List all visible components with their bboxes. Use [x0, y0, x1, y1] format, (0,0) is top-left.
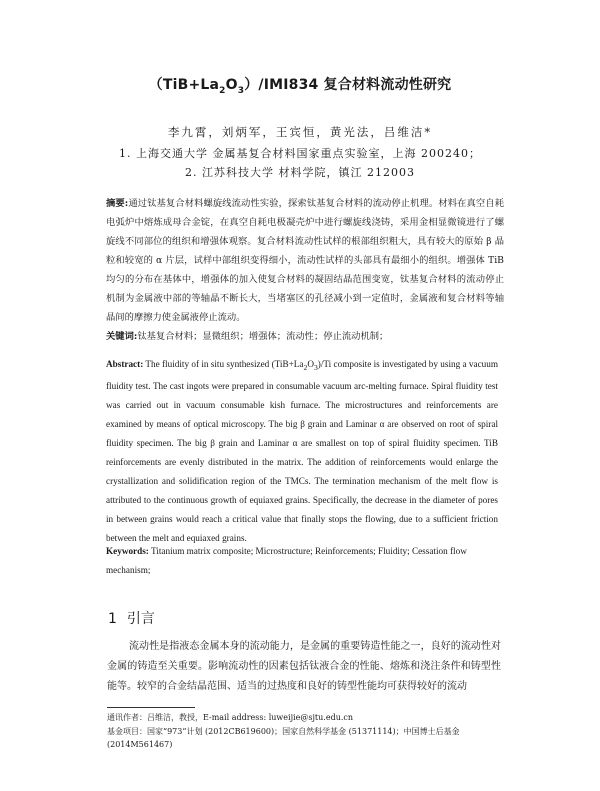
abstract-chinese [106, 194, 504, 346]
keywords-cn-label: 关键词: [106, 331, 138, 342]
abstract-cn-label: 摘要: [106, 198, 129, 209]
affiliation-2: 2. 江苏科技大学 材料学院，镇江 212003 [185, 166, 415, 179]
body-paragraph: 流动性是指液态金属本身的流动能力，是金属的重要铸造性能之一，良好的流动性对金属的铸造至关重要。影响流动性的因素包括钛液合金的性能、熔炼和浇注条件和铸型性能等。较窄的合金结晶范围、适当的过热度和良好的铸型性能均可获得较好的流动 [107, 641, 501, 692]
affiliation-1: 1. 上海交通大学 金属基复合材料国家重点实验室，上海 200240； [119, 147, 481, 160]
keywords-en-label: Keywords: [106, 546, 149, 556]
abstract-en-label: Abstract: [106, 359, 144, 369]
author-list: 李九霄，刘炳军，王宾恒，黄光法，吕维洁* [167, 125, 433, 139]
footnote-line-3: (2014M561467) [107, 740, 173, 749]
section-number: 1 [108, 611, 117, 627]
keywords-english [106, 542, 500, 580]
footnote [107, 711, 507, 752]
abstract-cn-text: 通过钛基复合材料螺旋线流动性实验，探索钛基复合材料的流动停止机理。材料在真空自耗电弧炉中熔炼成母合金锭，在真空自耗电极凝壳炉中进行螺旋线浇铸，采用金相显微镜进行了螺旋线不同部位的组织和增强体观察。复合材料流动性试样的根部组织粗大，具有较大的原始 β 晶粒和较宽的 α 片层，试样中部组织变得细小，流动性试样的头部具有最细小的组织。增强体 TiB 均匀的分布在基体中，增强体的加入使复合材料的凝固结晶范围变宽，钛基复合材料的流动停止机制为金属液中部的等轴晶不断长大，当堵塞区的孔径减小到一定值时，金属液和复合材料等轴晶间的摩擦力使金属液停止流动。 [106, 198, 504, 323]
paper-title: $(TiB+La_2O_3)/IMI834$ 复合材料流动性研究 [148, 77, 452, 96]
footnote-divider [107, 707, 195, 708]
abstract-english: Abstract: The fluidity of in situ synthesized $(TiB+La_2O_3)/Ti$ composite is investigated by using a vacuum fluidity test. The cast ingots were prepared in consumable vacuum arc-melting furnace. Spiral fluidity test was carried out in vacuum consumable kish furnace. The microstructures and reinforcements are examined by means of optical microscopy. The big β grain and Laminar α are observed on root of spiral fluidity specimen. The big β grain and Laminar α are smallest on top of spiral fluidity specimen. TiB reinforcements are evenly distributed in the matrix. The addition of reinforcements would enlarge the crystallization and solidification region of the TMCs. The termination mechanism of the melt flow is attributed to the continuous growth of equiaxed grains. Specifically, the decrease in the diameter of pores in between grains would reach a critical value that finally stops the flowing, due to a sufficient friction between the melt and equiaxed grains. [106, 359, 498, 543]
keywords-cn-text: 钛基复合材料；显微组织；增强体；流动性；停止流动机制； [137, 331, 389, 342]
section-title: 引言 [126, 611, 155, 627]
footnote-line-2: 基金项目：国家“973”计划 (2012CB619600)；国家自然科学基金 (51371114)；中国博士后基金 [107, 726, 460, 736]
footnote-line-1: 通讯作者：吕维洁，教授，E-mail address: luweijie@sjtu.edu.cn [107, 713, 354, 722]
section-heading [108, 608, 155, 628]
keywords-en-text: Titanium matrix composite; Microstructure; Reinforcements; Fluidity; Cessation flow mechanism; [106, 546, 467, 575]
